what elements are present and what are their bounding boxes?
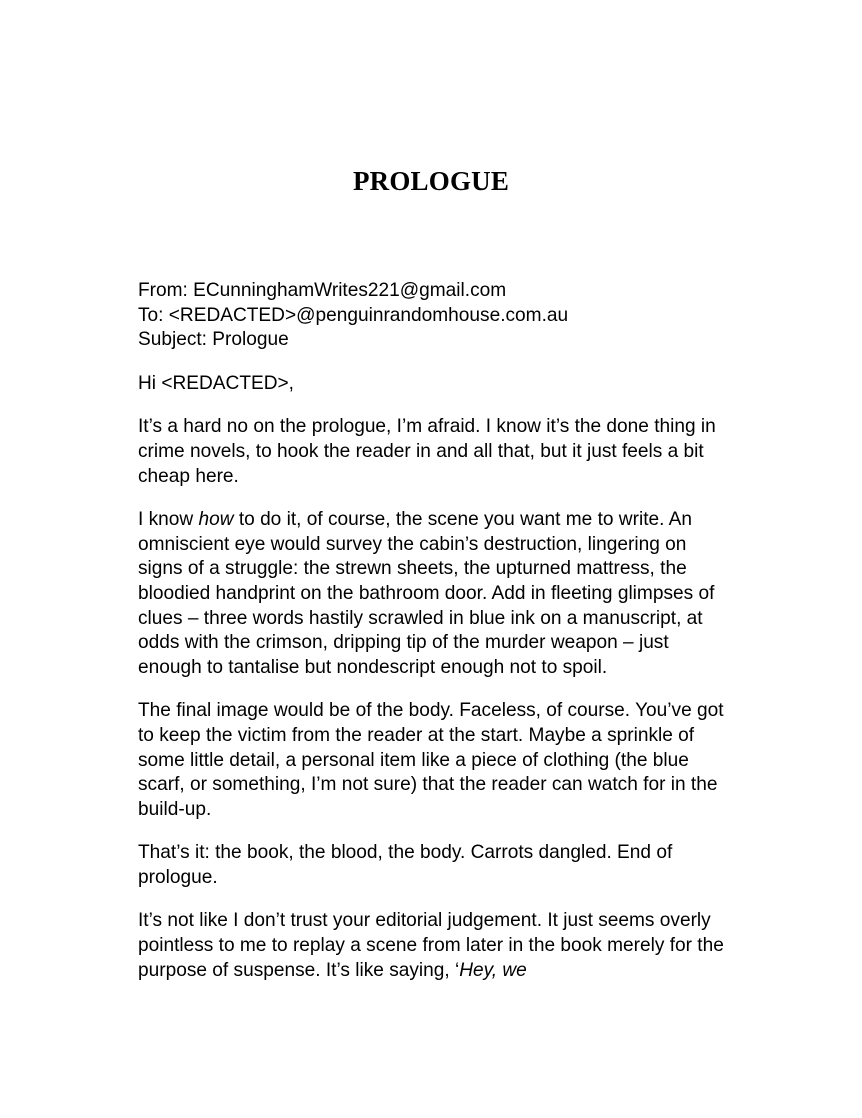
paragraph-4: That’s it: the book, the blood, the body. Carrots dangled. End of prologue.: [138, 842, 673, 888]
paragraph-2-start: I know: [138, 509, 199, 531]
email-from: From: ECunninghamWrites221@gmail.com: [138, 280, 507, 301]
paragraph-2: [138, 508, 730, 680]
paragraph-3: The final image would be of the body. Faceless, of course. You’ve got to keep the victim from the reader at the start. Maybe a sprinkle of some little detail, a personal item like a piece of clothing (the blue scarf, or something, I’m not sure) that the reader can watch for in the build-up.: [138, 700, 724, 820]
page-title: PROLOGUE: [352, 166, 510, 196]
email-subject: Subject: Prologue: [138, 329, 289, 351]
paragraph-1: It’s a hard no on the prologue, I’m afraid. I know it’s the done thing in crime novels, to hook the reader in and all that, but it just feels a bit cheap here.: [138, 416, 716, 487]
paragraph-5: [138, 909, 730, 983]
email-greeting: Hi <REDACTED>,: [138, 372, 294, 394]
email-header: [138, 279, 730, 353]
email-to: To: <REDACTED>@penguinrandomhouse.com.au: [138, 304, 569, 326]
paragraph-2-emphasis: how: [198, 509, 234, 531]
email-body: [138, 279, 730, 983]
paragraph-2-rest: to do it, of course, the scene you want me to write. An omniscient eye would survey the cabin’s destruction, lingering on signs of a struggle: the strewn sheets, the upturned mattress, the bloodied handprint on the bathroom door. Add in fleeting glimpses of clues – three words hastily scrawled in blue ink on a manuscript, at odds with the crimson, dripping tip of the murder weapon – just enough to tantalise but nondescript enough not to spoil.: [138, 509, 715, 678]
paragraph-5-emphasis: Hey, we: [459, 959, 527, 981]
paragraph-5-start: It’s not like I don’t trust your editorial judgement. It just seems overly pointless to me to replay a scene from later in the book merely for the purpose of suspense. It’s like saying, ‘: [138, 910, 724, 981]
